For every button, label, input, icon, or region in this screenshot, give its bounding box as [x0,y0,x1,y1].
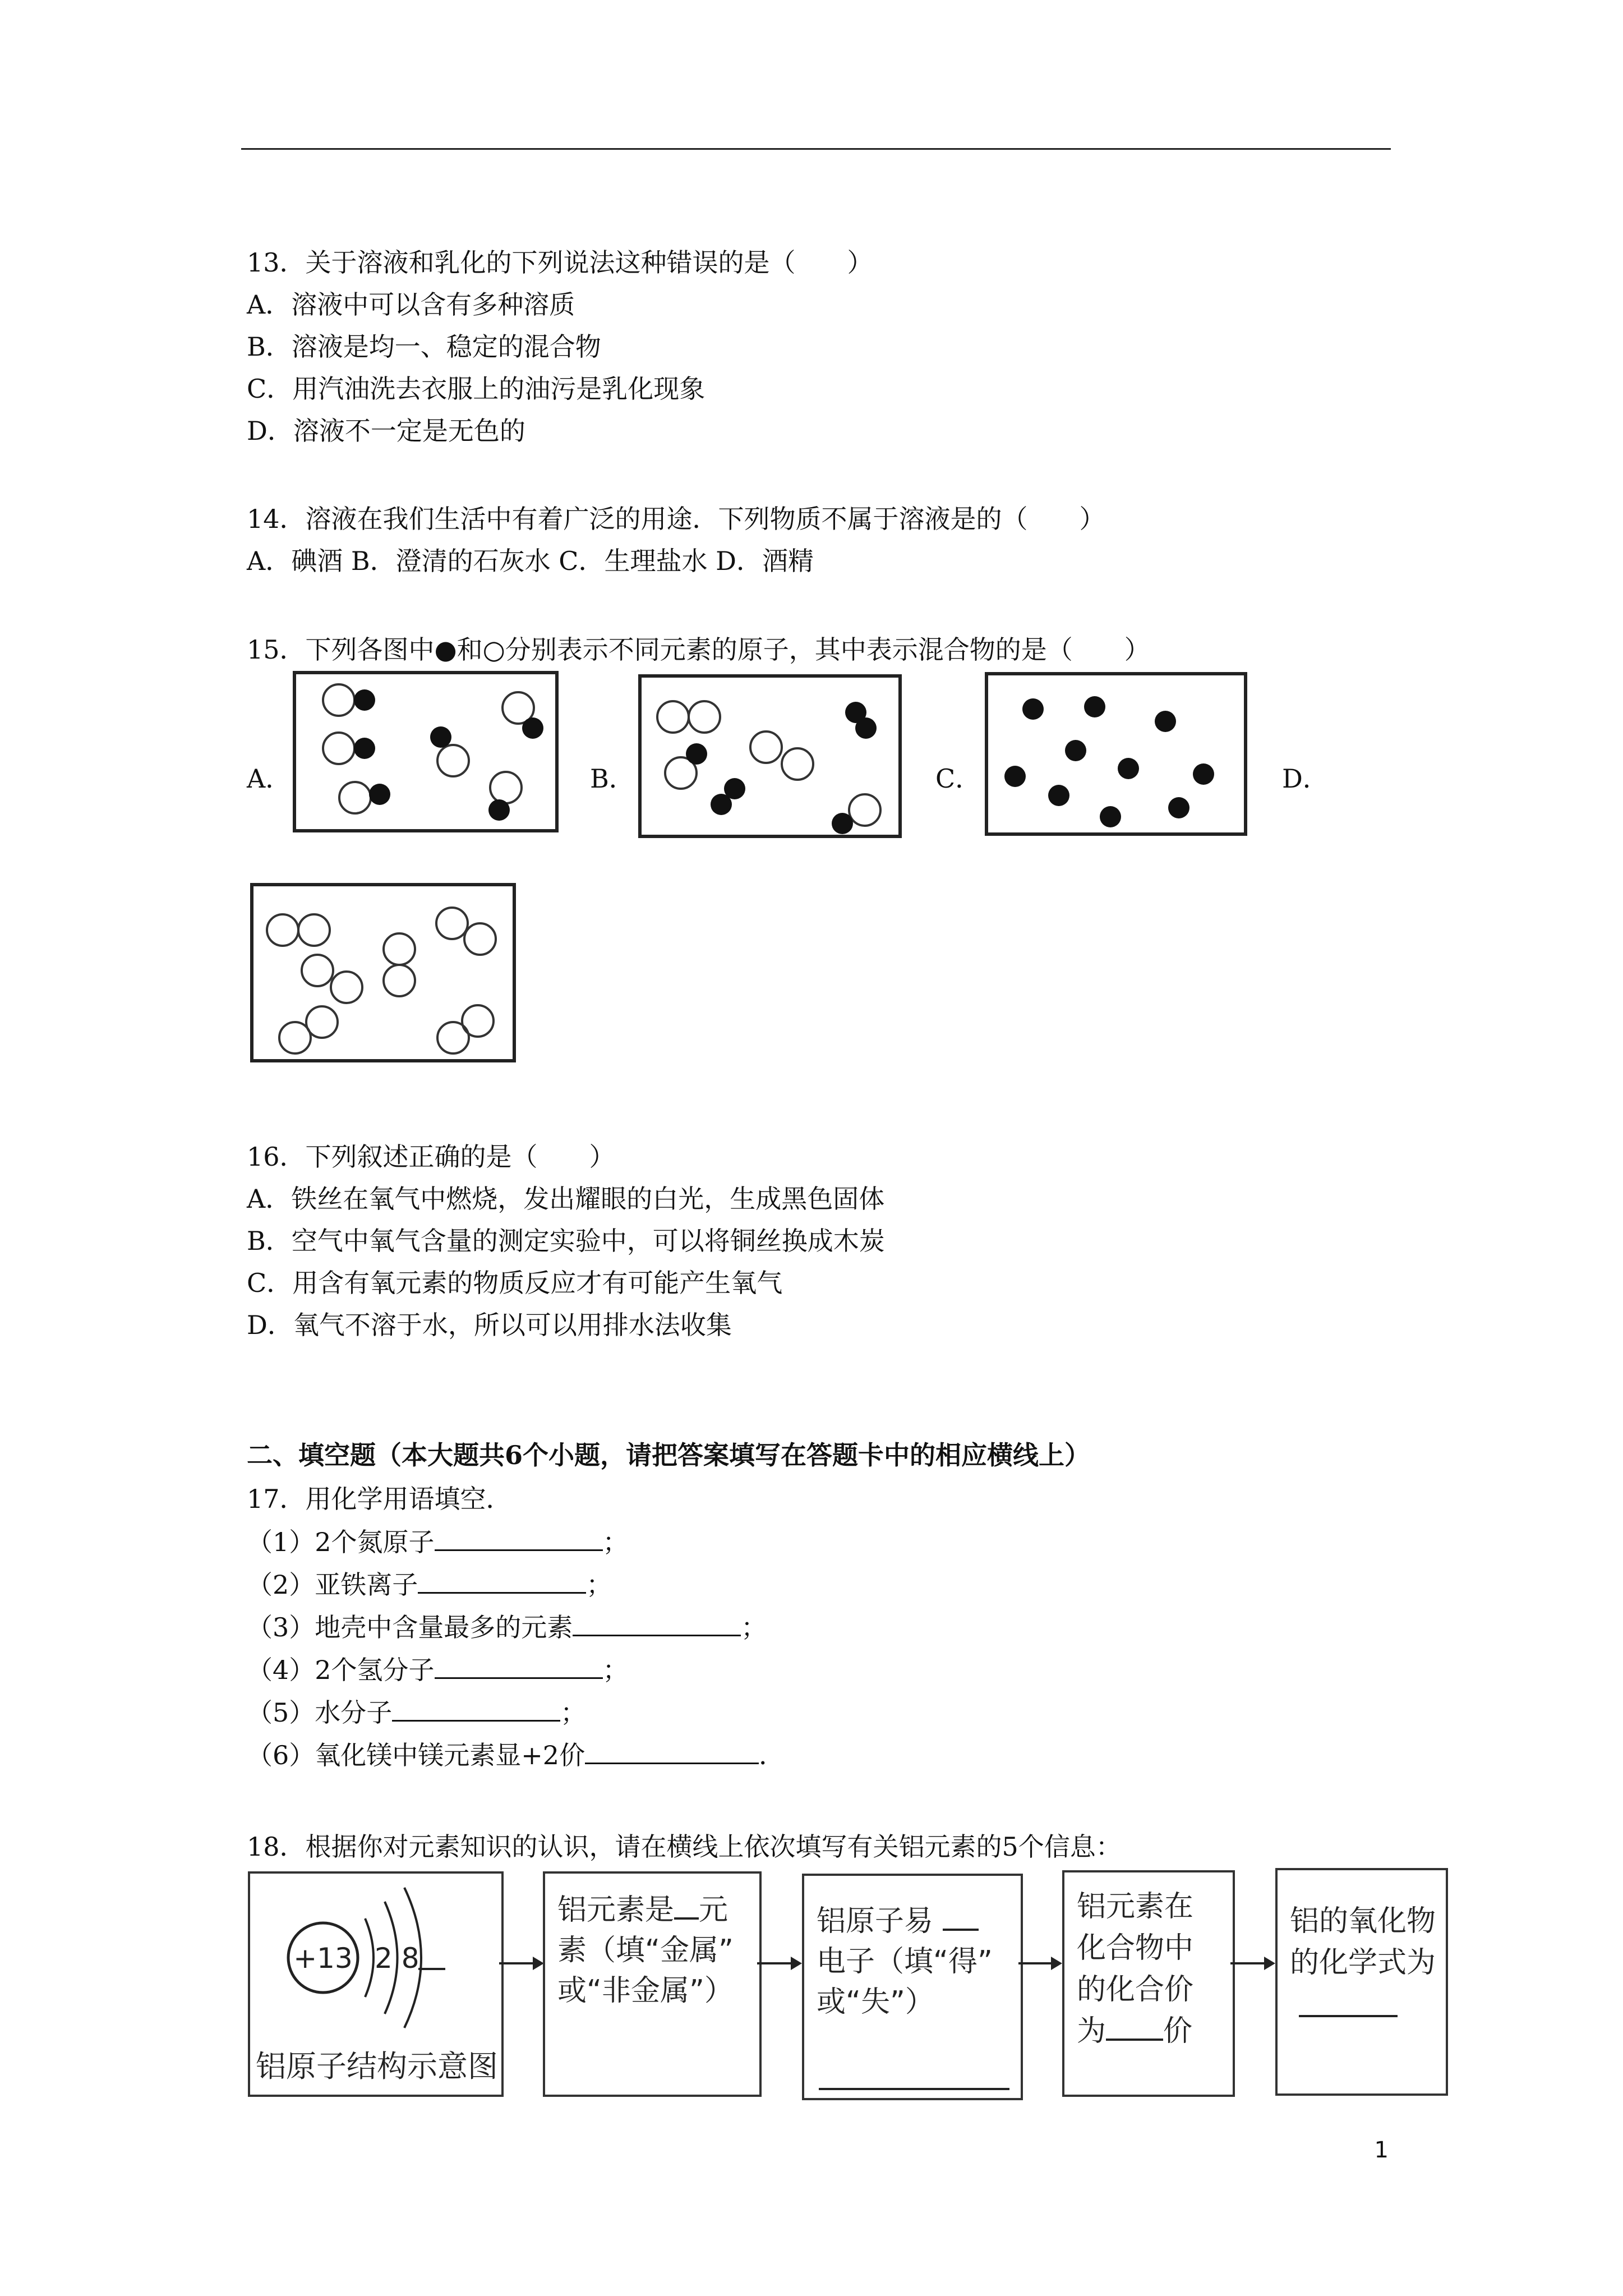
q17-item-6 [247,1738,785,1772]
box4-line3: 的化合价 [1077,1973,1194,2007]
box4-line2: 化合物中 [1077,1931,1194,1965]
box2-line1-end: 元 [699,1893,728,1927]
q17-item-2-text: （2）亚铁离子 [247,1570,418,1600]
atom-caption: 铝原子结构示意图 [256,2049,498,2084]
q15-figure-c-svg [988,675,1244,832]
q13-option-b: B．溶液是均一、稳定的混合物 [247,332,601,362]
q13-option-a: A．溶液中可以含有多种溶质 [247,289,575,320]
q15-label-b: B． [590,763,635,794]
q15-figure-b-svg [642,678,898,835]
box5-line2: 的化学式为 [1290,1946,1436,1980]
q13-stem: 13．关于溶液和乳化的下列说法这种错误的是（ ） [247,247,873,278]
q13-option-d: D．溶液不一定是无色的 [247,416,525,446]
q17-item-2-blank[interactable] [418,1567,586,1594]
electron-shells: 2 8 [375,1942,419,1975]
atom-diagram-svg [250,1874,501,2042]
q16-option-d: D．氧气不溶于水，所以可以用排水法收集 [247,1310,732,1340]
q18-box-oxide-formula [1275,1868,1448,2096]
q15-label-d: D． [1282,763,1329,794]
q17-item-1-blank[interactable] [435,1525,603,1551]
q18-box-electron [802,1874,1023,2100]
q17-item-2-end: ； [586,1570,612,1600]
q17-item-3-blank[interactable] [573,1610,741,1636]
q17-item-4-blank[interactable] [435,1653,603,1679]
arrow-4 [1230,1952,1275,1975]
q13-option-c: C．用汽油洗去衣服上的油污是乳化现象 [247,374,706,404]
q15-label-a: A． [247,763,292,794]
q17-item-6-blank[interactable] [585,1738,759,1764]
q15-figure-a [293,671,559,832]
q15-figure-a-svg [296,674,555,829]
box3-line2: 电子（填“得” [817,1945,993,1978]
q18-box-atom-structure [248,1871,504,2097]
box3-line3: 或“失”） [817,1985,934,2019]
box4-line4: 为 [1077,2014,1106,2048]
q18-stem: 18．根据你对元素知识的认识，请在横线上依次填写有关铝元素的5个信息： [247,1832,1122,1862]
q17-item-5-end: ； [560,1697,587,1728]
q17-item-1-end: ； [602,1527,629,1557]
q16-option-a: A．铁丝在氧气中燃烧，发出耀眼的白光，生成黑色固体 [247,1184,885,1214]
q17-item-4 [247,1653,629,1687]
nucleus-charge: +13 [293,1942,353,1975]
box4-line1: 铝元素在 [1077,1890,1194,1924]
q17-item-5 [247,1695,586,1729]
q17-stem: 17．用化学用语填空． [247,1484,512,1514]
q14-options: A．碘酒 B．澄清的石灰水 C．生理盐水 D．酒精 [247,546,814,576]
q16-stem: 16．下列叙述正确的是（ ） [247,1142,615,1172]
box3-blank[interactable] [943,1901,979,1931]
q17-item-6-end: ． [759,1740,785,1770]
box3-answer-line[interactable] [819,2088,1009,2090]
box4-line4-end: 价 [1163,2014,1193,2048]
q14-stem: 14．溶液在我们生活中有着广泛的用途．下列物质不属于溶液是的（ ） [247,504,1105,534]
q18-box-valence [1062,1870,1235,2097]
q15-figure-b [638,674,902,838]
q17-item-3-end: ； [741,1612,767,1642]
q17-item-5-blank[interactable] [392,1695,560,1722]
box2-blank[interactable] [674,1889,699,1920]
box2-line2: 素（填“金属” [557,1934,734,1967]
q15-stem: 15．下列各图中●和○分别表示不同元素的原子，其中表示混合物的是（ ） [247,634,1150,665]
section-2-title: 二、填空题（本大题共6个小题，请把答案填写在答题卡中的相应横线上） [247,1440,1091,1470]
box3-line1: 铝原子易 [817,1904,934,1938]
q18-box-metal-type [543,1871,762,2097]
q17-item-1-text: （1）2个氮原子 [247,1527,435,1557]
page-number: 1 [1374,2137,1389,2163]
q17-item-6-text: （6）氧化镁中镁元素显+2价 [247,1740,585,1770]
arrow-1 [499,1952,544,1975]
header-rule [241,148,1391,150]
q17-item-5-text: （5）水分子 [247,1697,393,1728]
q15-figure-d-svg [253,886,513,1059]
box2-line1: 铝元素是 [557,1893,675,1927]
q17-item-3 [247,1610,767,1644]
q17-item-3-text: （3）地壳中含量最多的元素 [247,1612,573,1642]
box4-blank[interactable] [1106,2010,1163,2041]
arrow-2 [757,1952,802,1975]
q15-label-c: C． [935,763,981,794]
arrow-3 [1018,1952,1062,1975]
q17-item-4-end: ； [602,1655,629,1685]
q17-item-1 [247,1525,629,1559]
q15-figure-c [985,672,1247,836]
box5-line1: 铝的氧化物 [1290,1904,1436,1938]
q17-item-2 [247,1567,612,1602]
q15-figure-d [250,883,516,1062]
box2-line3: 或“非金属”） [557,1974,734,2008]
q16-option-b: B．空气中氧气含量的测定实验中，可以将铜丝换成木炭 [247,1226,885,1256]
q16-option-c: C．用含有氧元素的物质反应才有可能产生氧气 [247,1268,783,1298]
box5-blank[interactable] [1299,1987,1398,2017]
q17-item-4-text: （4）2个氢分子 [247,1655,435,1685]
